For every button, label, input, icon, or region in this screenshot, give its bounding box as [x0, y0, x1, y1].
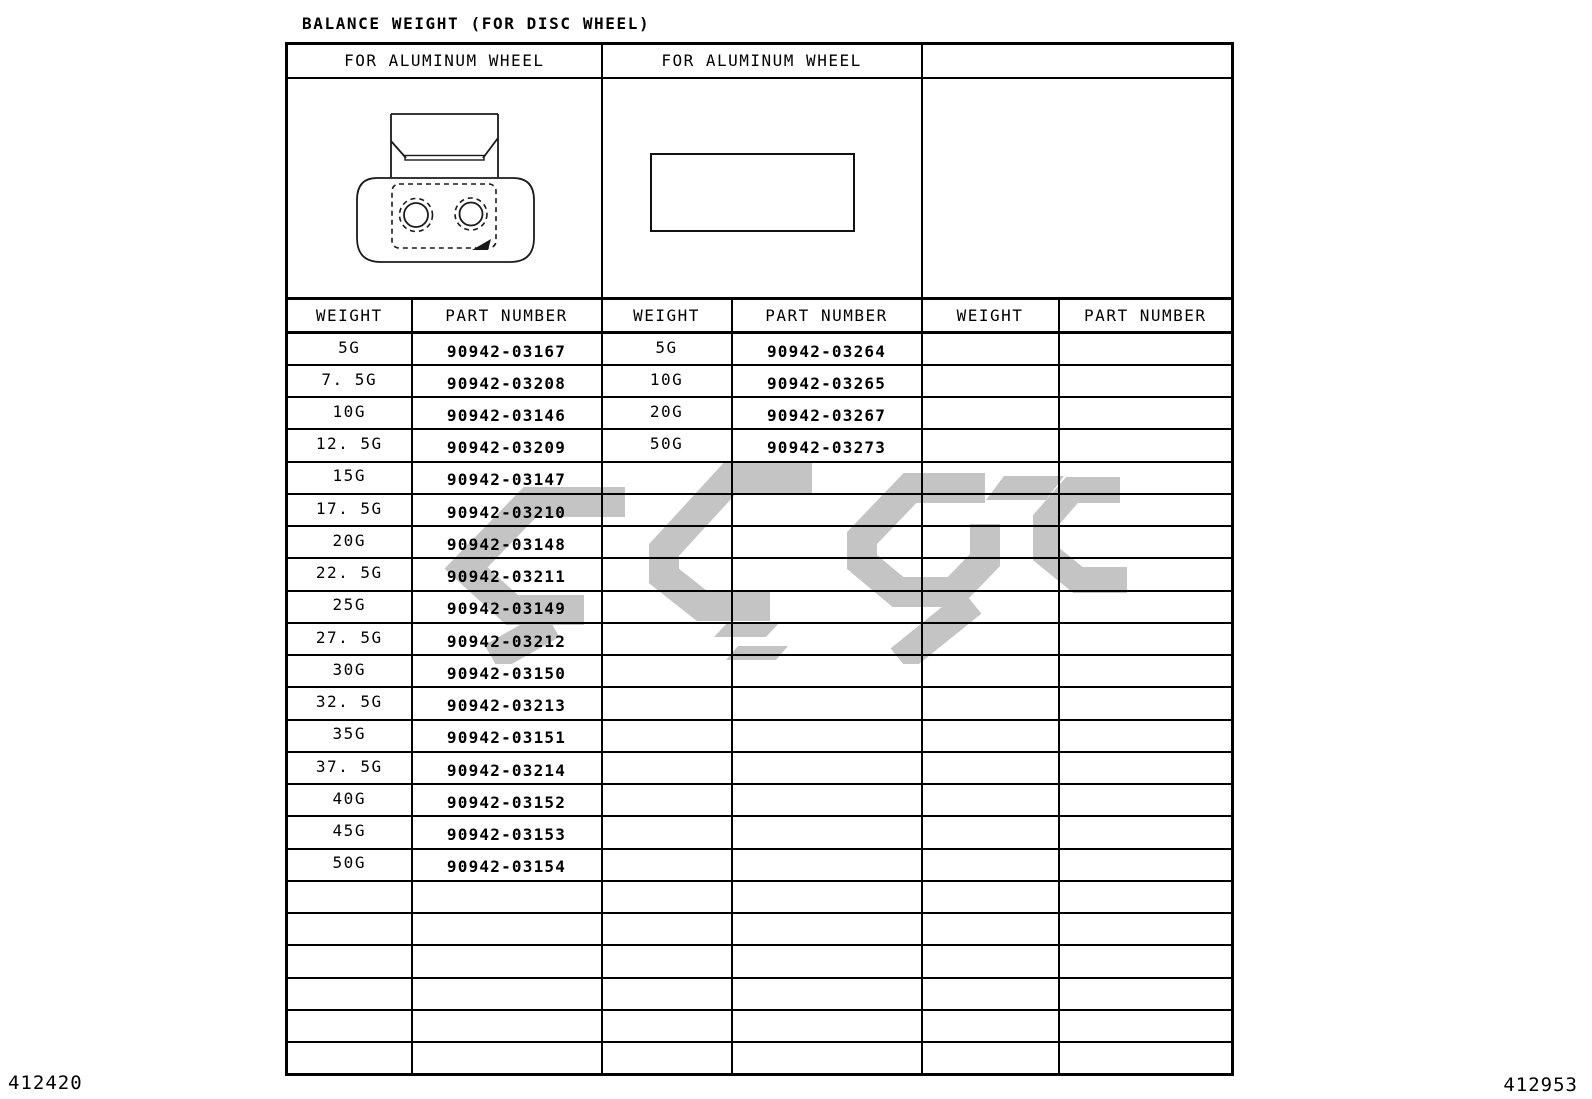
table-row — [287, 849, 1233, 881]
part-number-value: 90942-03148 — [446, 534, 567, 554]
weight-value: 5G — [338, 337, 361, 357]
part-number-value: 90942-03147 — [446, 470, 567, 490]
table-row — [287, 623, 1233, 655]
part-number-cell — [412, 913, 602, 945]
weight-value: 20G — [332, 530, 366, 550]
part-number-header-1: PART NUMBER — [412, 298, 602, 332]
part-number-cell — [412, 462, 602, 494]
part-number-cell — [1059, 623, 1233, 655]
part-number-value: 90942-03214 — [446, 760, 567, 780]
part-number-cell — [412, 655, 602, 687]
table-row — [287, 429, 1233, 461]
group-header-row — [287, 44, 1233, 78]
table-row — [287, 720, 1233, 752]
weight-value: 37. 5G — [315, 756, 383, 776]
table-row — [287, 494, 1233, 526]
part-number-value: 90942-03273 — [766, 438, 887, 458]
part-number-cell — [1059, 720, 1233, 752]
part-number-cell — [732, 1042, 922, 1074]
weight-value: 50G — [649, 434, 684, 454]
weight-header-3: WEIGHT — [922, 298, 1059, 332]
weight-cell — [602, 849, 732, 881]
part-number-cell — [412, 881, 602, 913]
part-number-cell — [412, 623, 602, 655]
part-number-value: 90942-03152 — [446, 792, 567, 812]
weight-cell — [602, 558, 732, 590]
part-number-cell — [412, 784, 602, 816]
weight-header-1: WEIGHT — [287, 298, 412, 332]
part-number-cell — [412, 720, 602, 752]
weight-value: 45G — [332, 821, 366, 841]
part-number-cell — [1059, 1042, 1233, 1074]
weight-value: 7. 5G — [321, 369, 378, 389]
part-number-cell — [1059, 784, 1233, 816]
weight-cell — [922, 752, 1059, 784]
weight-cell — [922, 1042, 1059, 1074]
part-number-cell — [1059, 1010, 1233, 1042]
part-number-cell — [412, 526, 602, 558]
part-number-cell — [1059, 913, 1233, 945]
weight-value: 17. 5G — [315, 498, 383, 518]
part-number-cell — [732, 720, 922, 752]
part-number-value: 90942-03210 — [446, 502, 567, 522]
part-number-cell — [1059, 429, 1233, 461]
weight-cell — [602, 462, 732, 494]
weight-value: 25G — [332, 595, 366, 615]
table-row — [287, 881, 1233, 913]
weight-cell — [922, 623, 1059, 655]
weight-value: 10G — [649, 369, 684, 389]
part-number-cell — [732, 526, 922, 558]
part-number-cell — [1059, 462, 1233, 494]
weight-cell — [287, 623, 412, 655]
weight-cell — [602, 623, 732, 655]
weight-cell — [922, 494, 1059, 526]
part-number-value: 90942-03154 — [446, 857, 567, 877]
weight-cell — [602, 978, 732, 1010]
part-number-value: 90942-03212 — [446, 631, 567, 651]
column-header-row — [287, 298, 1233, 332]
part-number-cell — [1059, 591, 1233, 623]
weight-cell — [602, 816, 732, 848]
part-number-cell — [732, 591, 922, 623]
part-number-cell — [1059, 397, 1233, 429]
part-number-cell — [412, 429, 602, 461]
weight-cell — [922, 558, 1059, 590]
weight-cell — [287, 655, 412, 687]
part-number-cell — [732, 816, 922, 848]
part-number-value: 90942-03213 — [446, 696, 567, 716]
weight-cell — [602, 591, 732, 623]
weight-cell — [287, 526, 412, 558]
table-row — [287, 913, 1233, 945]
weight-cell — [602, 687, 732, 719]
weight-cell — [287, 494, 412, 526]
weight-cell — [287, 558, 412, 590]
weight-cell — [922, 784, 1059, 816]
weight-cell — [602, 720, 732, 752]
weight-cell — [287, 591, 412, 623]
weight-cell — [602, 429, 732, 461]
table-row — [287, 784, 1233, 816]
weight-cell — [602, 945, 732, 977]
table-row — [287, 397, 1233, 429]
weight-cell — [287, 816, 412, 848]
weight-value: 32. 5G — [315, 692, 383, 712]
part-number-cell — [1059, 816, 1233, 848]
page-code-right: 412953 — [1503, 1074, 1578, 1096]
part-number-cell — [412, 816, 602, 848]
part-number-cell — [732, 752, 922, 784]
part-number-cell — [1059, 978, 1233, 1010]
weight-cell — [602, 494, 732, 526]
part-number-cell — [1059, 494, 1233, 526]
page-title: BALANCE WEIGHT (FOR DISC WHEEL) — [302, 14, 651, 33]
weight-cell — [922, 881, 1059, 913]
weight-cell — [287, 752, 412, 784]
part-number-header-2: PART NUMBER — [732, 298, 922, 332]
part-number-cell — [732, 462, 922, 494]
weight-cell — [922, 429, 1059, 461]
part-number-cell — [412, 1010, 602, 1042]
table-row — [287, 816, 1233, 848]
part-number-cell — [412, 945, 602, 977]
part-number-cell — [732, 784, 922, 816]
group-header-2: FOR ALUMINUM WHEEL — [602, 44, 922, 78]
weight-cell — [922, 462, 1059, 494]
table-row — [287, 655, 1233, 687]
weight-cell — [922, 720, 1059, 752]
table-row — [287, 978, 1233, 1010]
table-row — [287, 752, 1233, 784]
weight-cell — [287, 978, 412, 1010]
weight-cell — [287, 397, 412, 429]
weight-cell — [922, 591, 1059, 623]
part-number-value: 90942-03264 — [766, 341, 887, 361]
weight-cell — [287, 720, 412, 752]
weight-cell — [922, 687, 1059, 719]
part-number-cell — [732, 397, 922, 429]
weight-value: 12. 5G — [315, 434, 383, 454]
weight-cell — [922, 1010, 1059, 1042]
weight-cell — [287, 365, 412, 397]
stick-on-balance-weight-drawing — [650, 153, 855, 232]
weight-cell — [287, 913, 412, 945]
part-number-cell — [412, 752, 602, 784]
weight-cell — [602, 1010, 732, 1042]
part-number-value: 90942-03267 — [766, 405, 887, 425]
part-number-cell — [732, 978, 922, 1010]
part-number-cell — [1059, 752, 1233, 784]
part-number-cell — [412, 365, 602, 397]
part-number-value: 90942-03211 — [446, 567, 567, 587]
part-number-cell — [1059, 881, 1233, 913]
weight-cell — [287, 429, 412, 461]
table-body — [287, 333, 1233, 1075]
group-header-1: FOR ALUMINUM WHEEL — [287, 44, 602, 78]
table-row — [287, 365, 1233, 397]
page-code-left: 412420 — [8, 1072, 83, 1094]
weight-value: 27. 5G — [315, 627, 383, 647]
weight-header-2: WEIGHT — [602, 298, 732, 332]
weight-value: 30G — [332, 659, 366, 679]
part-number-value: 90942-03265 — [766, 373, 887, 393]
part-number-cell — [412, 849, 602, 881]
part-number-cell — [1059, 526, 1233, 558]
weight-value: 10G — [332, 401, 366, 421]
weight-cell — [287, 1010, 412, 1042]
part-number-cell — [732, 429, 922, 461]
weight-cell — [922, 913, 1059, 945]
weight-cell — [922, 526, 1059, 558]
table-row — [287, 558, 1233, 590]
weight-cell — [602, 752, 732, 784]
weight-cell — [602, 655, 732, 687]
part-number-value: 90942-03151 — [446, 728, 567, 748]
weight-value: 20G — [649, 401, 684, 421]
weight-cell — [287, 462, 412, 494]
part-number-cell — [1059, 333, 1233, 365]
part-number-cell — [412, 591, 602, 623]
part-number-cell — [412, 397, 602, 429]
weight-cell — [602, 526, 732, 558]
part-number-cell — [732, 494, 922, 526]
part-number-cell — [732, 687, 922, 719]
weight-cell — [602, 1042, 732, 1074]
part-number-cell — [732, 558, 922, 590]
weight-value: 40G — [332, 788, 366, 808]
part-number-value: 90942-03153 — [446, 825, 567, 845]
part-number-cell — [732, 945, 922, 977]
table-row — [287, 687, 1233, 719]
part-number-cell — [732, 913, 922, 945]
group-header-3 — [922, 44, 1233, 78]
part-number-cell — [1059, 945, 1233, 977]
table-row — [287, 333, 1233, 365]
weight-cell — [602, 333, 732, 365]
empty-drawing-cell — [922, 78, 1233, 299]
weight-cell — [922, 333, 1059, 365]
part-number-value: 90942-03150 — [446, 663, 567, 683]
part-number-cell — [1059, 365, 1233, 397]
weight-value: 50G — [332, 853, 366, 873]
part-number-cell — [412, 494, 602, 526]
part-number-cell — [732, 655, 922, 687]
weight-cell — [287, 687, 412, 719]
table-row — [287, 462, 1233, 494]
part-number-cell — [1059, 558, 1233, 590]
part-number-cell — [732, 333, 922, 365]
clip-on-balance-weight-drawing — [350, 104, 541, 270]
weight-cell — [922, 397, 1059, 429]
part-number-value: 90942-03167 — [446, 341, 567, 361]
weight-cell — [922, 849, 1059, 881]
weight-value: 5G — [655, 337, 678, 357]
weight-cell — [287, 1042, 412, 1074]
weight-cell — [287, 333, 412, 365]
weight-cell — [602, 397, 732, 429]
part-number-cell — [412, 558, 602, 590]
weight-cell — [602, 784, 732, 816]
part-number-value: 90942-03208 — [446, 373, 567, 393]
part-number-cell — [412, 978, 602, 1010]
part-number-cell — [732, 849, 922, 881]
weight-value: 22. 5G — [315, 563, 383, 583]
table-row — [287, 1042, 1233, 1074]
part-number-value: 90942-03149 — [446, 599, 567, 619]
part-number-value: 90942-03146 — [446, 405, 567, 425]
table-row — [287, 526, 1233, 558]
table-row — [287, 591, 1233, 623]
part-number-cell — [1059, 655, 1233, 687]
part-number-cell — [1059, 849, 1233, 881]
table-row — [287, 1010, 1233, 1042]
weight-cell — [922, 365, 1059, 397]
weight-cell — [287, 849, 412, 881]
weight-cell — [287, 945, 412, 977]
part-number-cell — [412, 687, 602, 719]
weight-cell — [287, 881, 412, 913]
weight-cell — [922, 816, 1059, 848]
part-number-header-3: PART NUMBER — [1059, 298, 1233, 332]
weight-cell — [922, 655, 1059, 687]
weight-cell — [602, 913, 732, 945]
part-number-cell — [732, 881, 922, 913]
part-number-cell — [732, 623, 922, 655]
table-row — [287, 945, 1233, 977]
weight-cell — [602, 365, 732, 397]
weight-value: 35G — [332, 724, 366, 744]
part-number-cell — [732, 365, 922, 397]
weight-cell — [287, 784, 412, 816]
weight-cell — [922, 978, 1059, 1010]
weight-cell — [922, 945, 1059, 977]
weight-cell — [602, 881, 732, 913]
part-number-cell — [1059, 687, 1233, 719]
part-number-cell — [412, 1042, 602, 1074]
part-number-value: 90942-03209 — [446, 438, 567, 458]
weight-value: 15G — [332, 466, 366, 486]
part-number-cell — [732, 1010, 922, 1042]
part-number-cell — [412, 333, 602, 365]
